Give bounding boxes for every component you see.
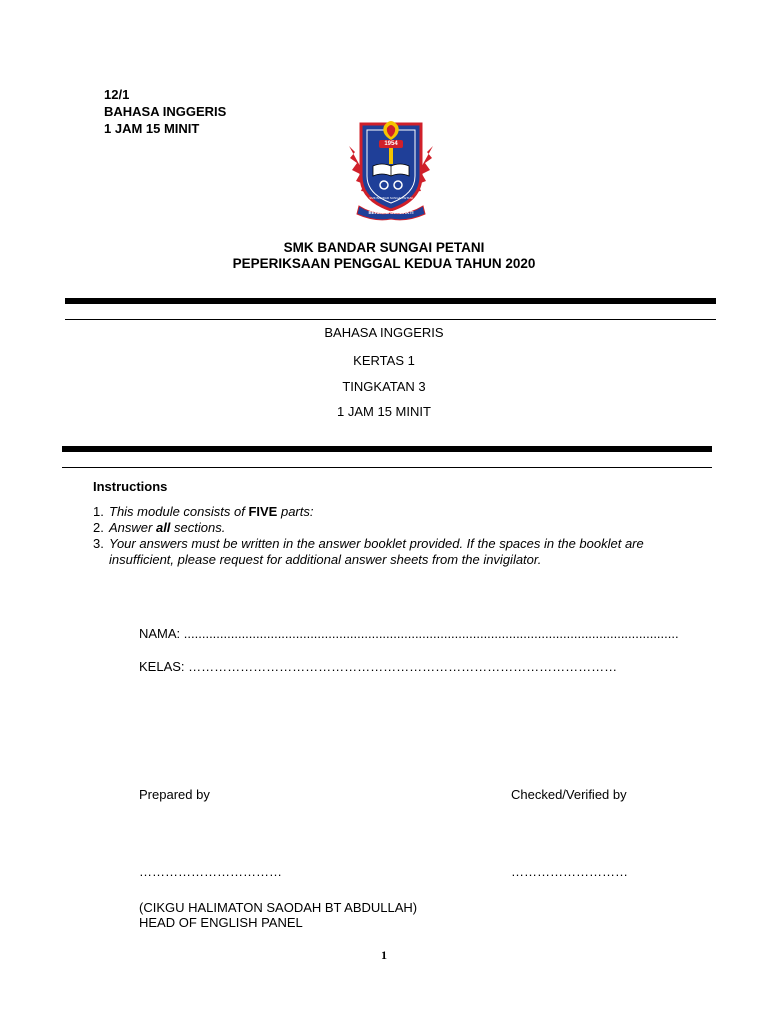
checked-signature-line[interactable]: ……………………… [511, 864, 628, 879]
instruction-number: 2. [93, 520, 104, 535]
paper-duration: 1 JAM 15 MINIT [337, 404, 431, 419]
paper-number: KERTAS 1 [353, 353, 415, 368]
header-subject: BAHASA INGGERIS [104, 104, 227, 119]
name-field[interactable]: NAMA: ......................................................................................................................................... [139, 626, 679, 641]
prepared-signature-line[interactable]: …………………………… [139, 864, 282, 879]
instruction-item: 3. Your answers must be written in the answer booklet provided. If the spaces in the booklet are insufficient, please request for additional answer sheets from the invigilator. [93, 536, 644, 567]
school-logo [341, 118, 441, 222]
divider-thick-bottom [62, 446, 712, 452]
paper-form: TINGKATAN 3 [342, 379, 426, 394]
instructions-heading: Instructions [93, 479, 168, 494]
instruction-number: 3. [93, 536, 104, 551]
exam-title: PEPERIKSAAN PENGGAL KEDUA TAHUN 2020 [232, 256, 536, 271]
paper-subject: BAHASA INGGERIS [324, 325, 444, 340]
header-block [104, 86, 226, 137]
school-crest-icon [341, 118, 441, 222]
preparer-title: HEAD OF ENGLISH PANEL [139, 915, 303, 930]
instruction-number: 1. [93, 504, 104, 519]
instruction-item: 1. This module consists of FIVE parts: [93, 504, 314, 519]
prepared-by-label: Prepared by [139, 787, 210, 802]
divider-thick-top [65, 298, 716, 304]
divider-thin-bottom [62, 467, 712, 468]
instructions-list [93, 504, 653, 568]
paper-code: 12/1 [104, 87, 130, 102]
instruction-item: 2. Answer all sections. [93, 520, 226, 535]
logo-motto: BERILMU BERBAKTI [368, 210, 414, 215]
class-field[interactable]: KELAS: ……………………………………………………………………………………… [139, 659, 618, 674]
logo-ring-text: SMK BANDAR SUNGAI PETANI [369, 196, 413, 200]
page-number: 1 [381, 948, 387, 962]
checked-by-label: Checked/Verified by [511, 787, 627, 802]
logo-year: 1954 [384, 141, 398, 147]
school-name: SMK BANDAR SUNGAI PETANI [283, 240, 485, 255]
header-duration: 1 JAM 15 MINIT [104, 121, 200, 136]
preparer-name: (CIKGU HALIMATON SAODAH BT ABDULLAH) [139, 900, 418, 915]
divider-thin-top [65, 319, 716, 320]
